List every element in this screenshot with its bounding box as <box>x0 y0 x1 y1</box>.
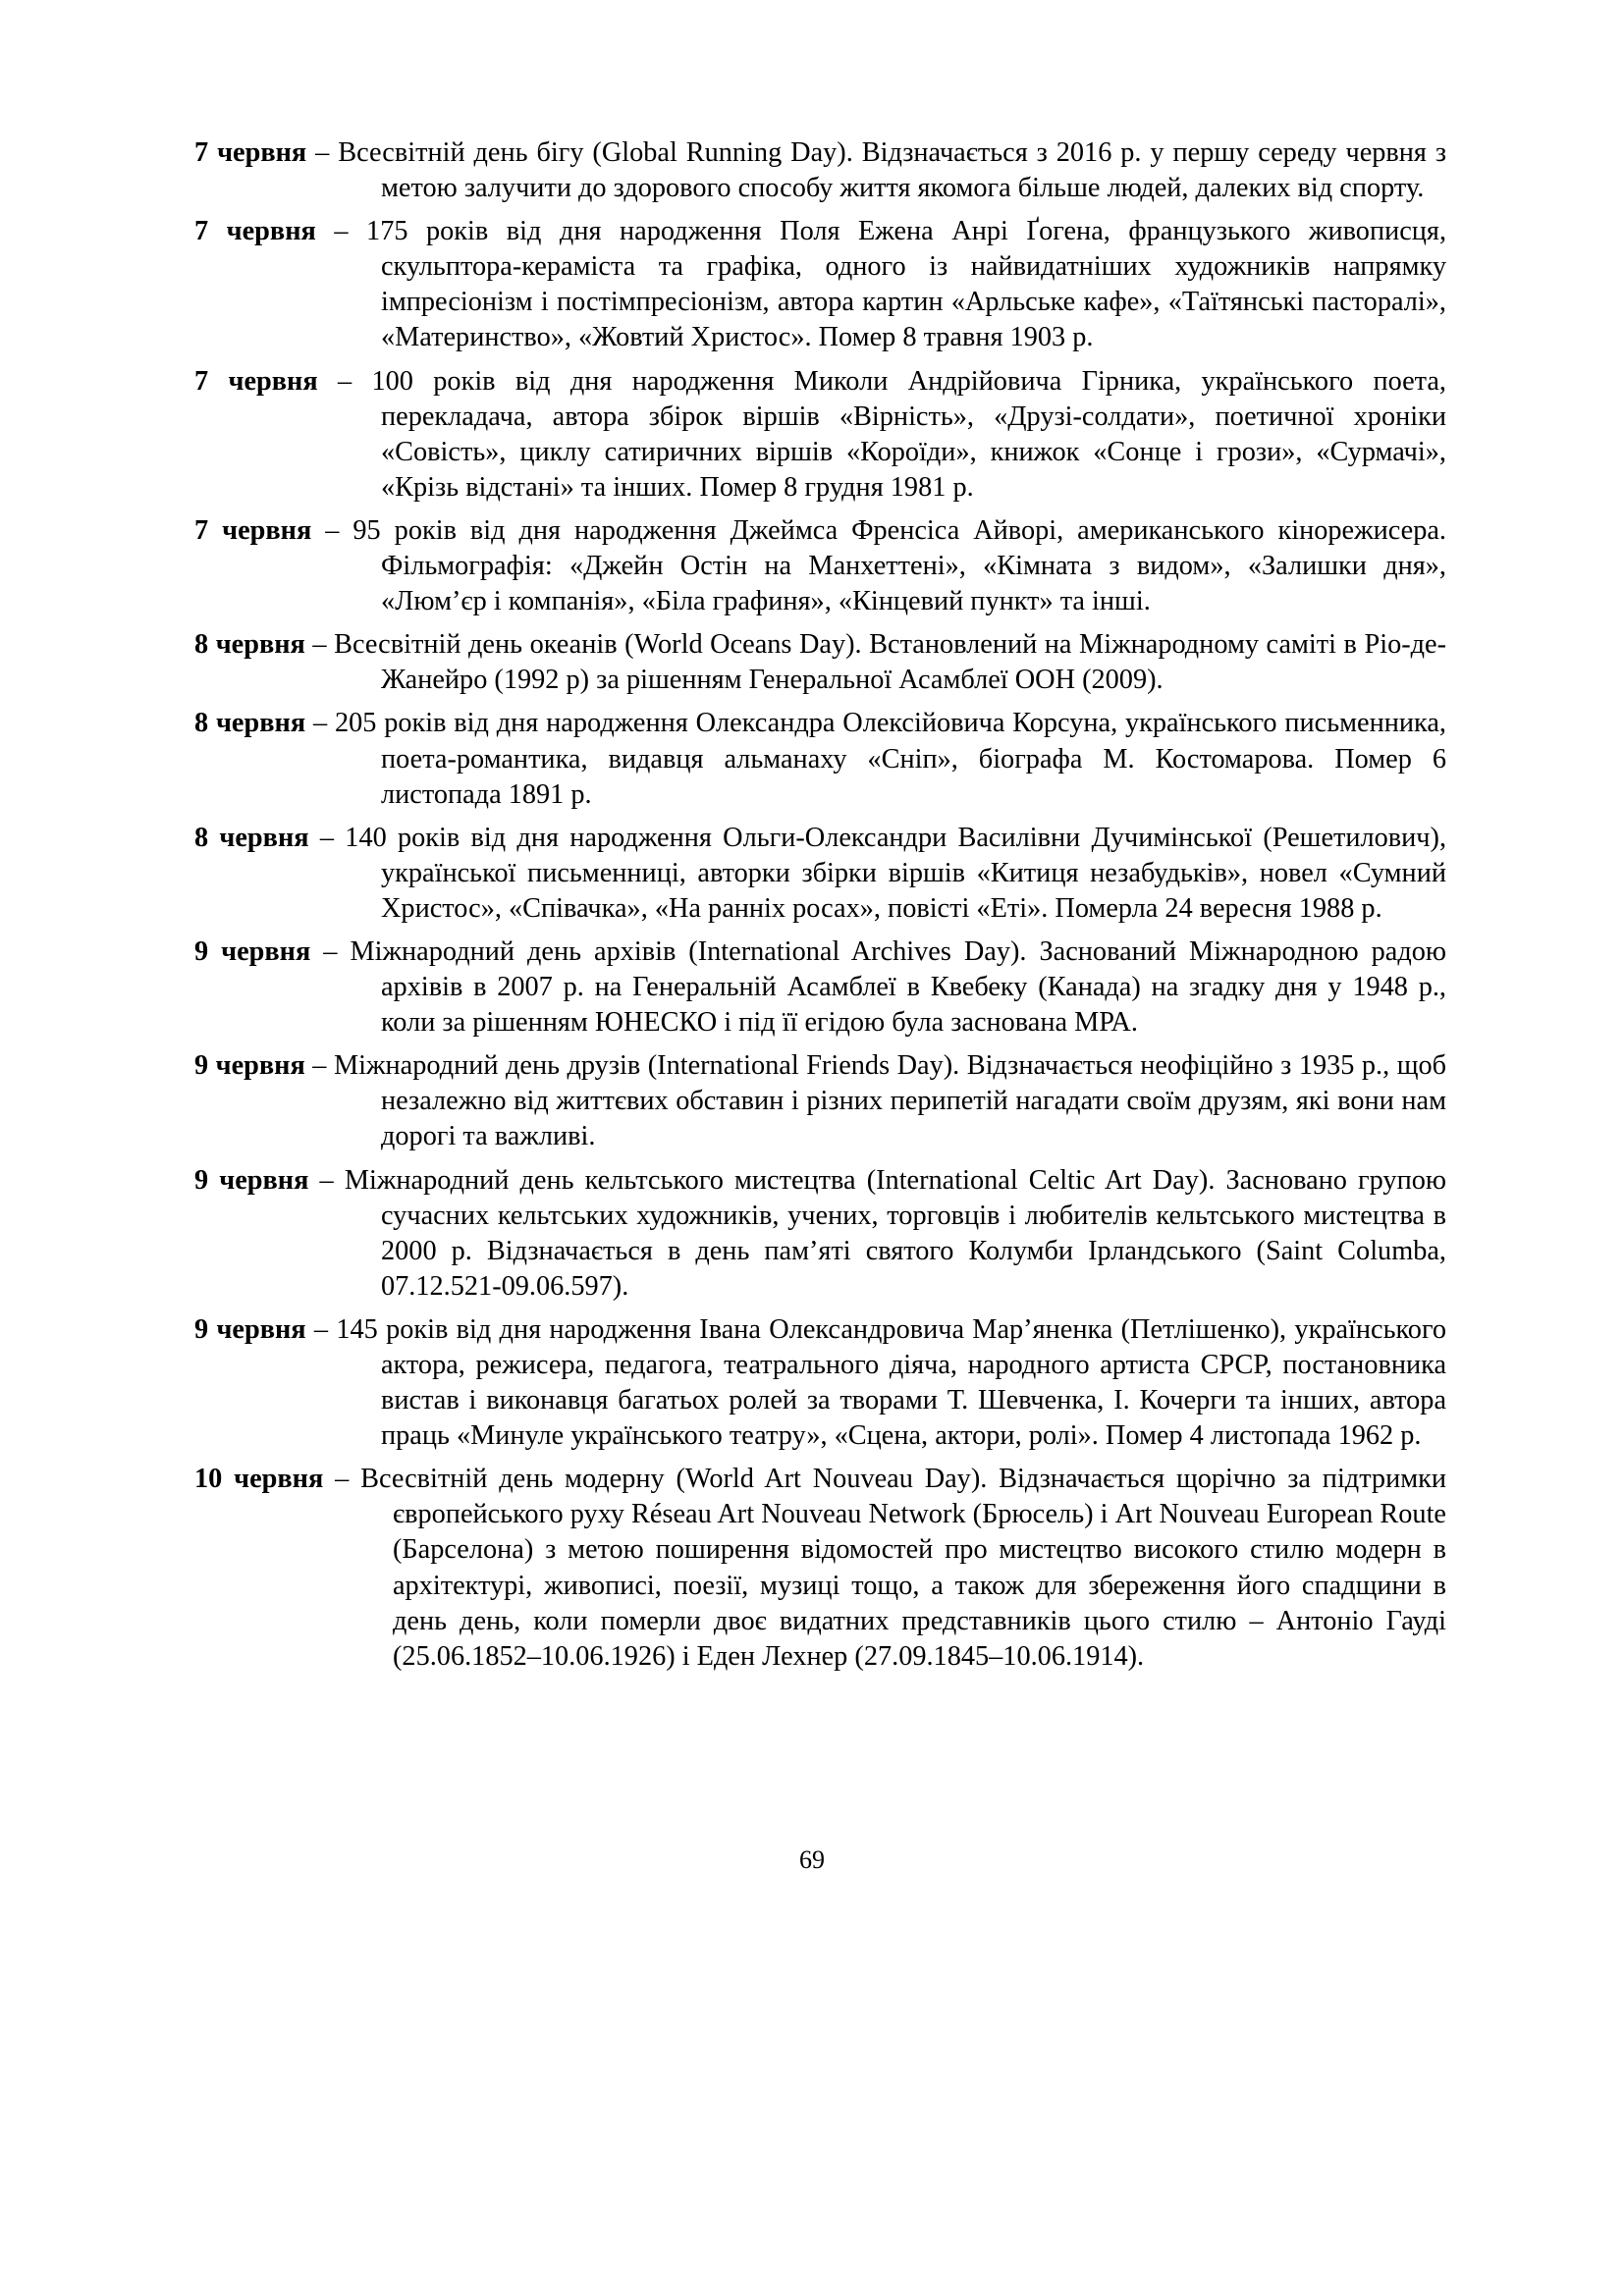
entry-text: 100 років від дня народження Миколи Андрійовича Гірника, українського поета, перекладача, автора збірок віршів «Вірність», «Друзі-солдати», поетичної хроніки «Совість», циклу сатиричних віршів «Короїди», книжок «Сонце і грози», «Сурмачі», «Крізь відстані» та інших. Помер 8 грудня 1981 р. <box>371 365 1446 503</box>
calendar-entry <box>194 706 1446 812</box>
entry-text: 140 років від дня народження Ольги-Олександри Василівни Дучимінської (Решетилович), української письменниці, авторки збірки віршів «Китиця незабудьків», новел «Сумний Христос», «Співачка», «На ранніх росах», повісті «Еті». Померла 24 вересня 1988 р. <box>345 822 1447 924</box>
entry-text: Всесвітній день модерну (World Art Nouveau Day). Відзначається щорічно за підтримки європейського руху Réseau Art Nouveau Network (Брюсель) і Art Nouveau European Route (Барселона) з метою поширення відомостей про мистецтво високого стилю модерн в архітектурі, живописі, поезії, музиці тощо, а також для збереження його спадщини в день день, коли померли двоє видатних представників цього стилю – Антоніо Гауді (25.06.1852–10.06.1926) і Еден Лехнер (27.09.1845–10.06.1914). <box>360 1464 1447 1672</box>
entry-dash: – <box>335 1464 350 1495</box>
entry-text: Всесвітній день бігу (Global Running Day). Відзначається з 2016 р. у першу середу червня з метою залучити до здорового способу життя якомога більше людей, далеких від спорту. <box>338 137 1447 204</box>
entry-date: 8 червня <box>194 629 305 661</box>
calendar-entry <box>194 1048 1446 1154</box>
entry-dash: – <box>337 365 352 397</box>
entry-dash: – <box>334 216 349 247</box>
calendar-entry <box>194 135 1446 206</box>
entry-text: Міжнародний день кельтського мистецтва (International Celtic Art Day). Засновано групою сучасних кельтських художників, учених, торговців і любителів кельтського мистецтва в 2000 р. Відзначається в день пам’яті святого Колумби Ірландського (Saint Columba, 07.12.521-09.06.597). <box>344 1164 1447 1302</box>
entry-date: 9 червня <box>194 935 311 967</box>
entry-date: 7 червня <box>194 137 307 168</box>
entry-date: 10 червня <box>194 1464 324 1495</box>
entry-text: 205 років від дня народження Олександра Олексійовича Корсуна, українського письменника, поета-романтика, видавця альманаху «Сніп», біографа М. Костомарова. Помер 6 листопада 1891 р. <box>334 708 1446 810</box>
entry-text: Міжнародний день друзів (International Friends Day). Відзначається неофіційно з 1935 р., щоб незалежно від життєвих обставин і різних перипетій нагадати своїм друзям, які вони нам дорогі та важливі. <box>333 1050 1447 1152</box>
document-page <box>194 135 1446 1682</box>
calendar-entry <box>194 627 1446 698</box>
entry-dash: – <box>313 1313 329 1345</box>
page-number: 69 <box>799 1845 825 1874</box>
entry-text: Міжнародний день архівів (International Archives Day). Заснований Міжнародною радою архівів в 2007 р. на Генеральній Асамблеї в Квебеку (Канада) на згадку дня у 1948 р., коли за рішенням ЮНЕСКО і під її егідою була заснована МРА. <box>350 935 1447 1039</box>
entry-dash: – <box>319 822 335 853</box>
entry-date: 9 червня <box>194 1164 309 1196</box>
entry-text: 175 років від дня народження Поля Ежена Анрі Ґогена, французького живописця, скульптора-кераміста та графіка, одного із найвидатніших художників напрямку імпресіонізм і постімпресіонізм, автора картин «Арльське кафе», «Таїтянські пасторалі», «Материнство», «Жовтий Христос». Помер 8 травня 1903 р. <box>366 216 1447 353</box>
entry-dash: – <box>325 514 340 546</box>
entry-dash: – <box>312 629 327 661</box>
entry-dash: – <box>323 935 338 967</box>
entry-date: 7 червня <box>194 514 312 546</box>
calendar-entry <box>194 214 1446 355</box>
calendar-entry <box>194 1163 1446 1305</box>
calendar-entry <box>194 821 1446 927</box>
entry-dash: – <box>312 1050 327 1082</box>
entry-date: 8 червня <box>194 822 309 853</box>
entry-dash: – <box>319 1164 334 1196</box>
calendar-entry <box>194 1312 1446 1454</box>
entry-date: 9 червня <box>194 1313 306 1345</box>
entry-text: 95 років від дня народження Джеймса Френсіса Айворі, американського кінорежисера. Фільмографія: «Джейн Остін на Манхеттені», «Кімната з видом», «Залишки дня», «Люм’єр і компанія», «Біла графиня», «Кінцевий пункт» та інші. <box>352 514 1447 617</box>
entry-text: Всесвітній день океанів (World Oceans Day). Встановлений на Міжнародному саміті в Ріо-де-Жанейро (1992 р) за рішенням Генеральної Асамблеї ООН (2009). <box>334 629 1447 696</box>
calendar-entry <box>194 934 1446 1041</box>
calendar-entry <box>194 513 1446 619</box>
entry-dash: – <box>315 137 330 168</box>
entry-text: 145 років від дня народження Івана Олександровича Мар’яненка (Петлішенко), українського актора, режисера, педагога, театрального діяча, народного артиста СРСР, постановника вистав і виконавця багатьох ролей за творами Т. Шевченка, І. Кочерги та інших, автора праць «Минуле українського театру», «Сцена, актори, ролі». Помер 4 листопада 1962 р. <box>336 1313 1447 1452</box>
entry-date: 9 червня <box>194 1050 305 1082</box>
entry-dash: – <box>312 708 328 739</box>
entry-date: 7 червня <box>194 216 316 247</box>
entry-date: 8 червня <box>194 708 306 739</box>
entry-date: 7 червня <box>194 365 318 397</box>
calendar-entry <box>194 1462 1446 1675</box>
calendar-entry <box>194 364 1446 506</box>
